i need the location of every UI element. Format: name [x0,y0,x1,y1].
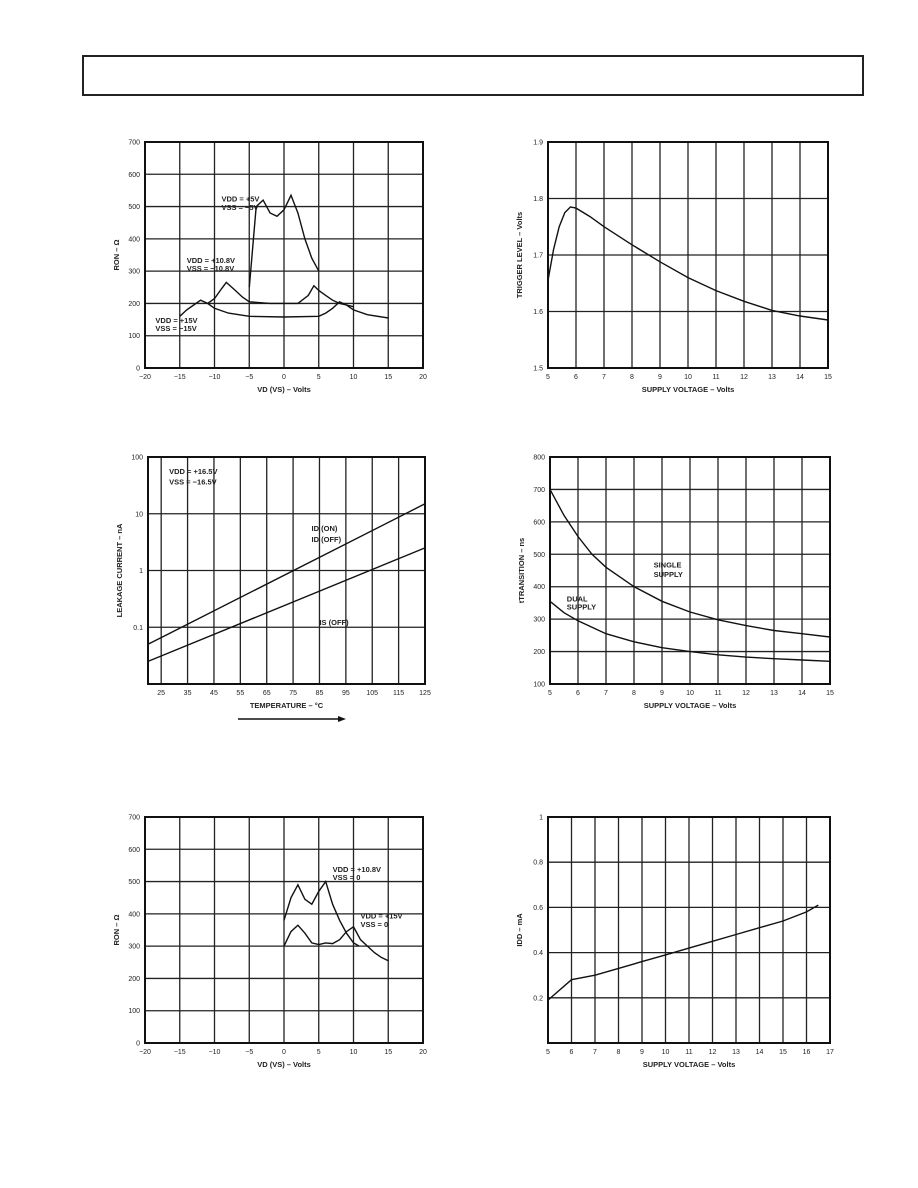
x-tick-label: 14 [796,374,804,381]
x-tick-label: −15 [173,374,186,381]
y-tick-label: 400 [128,911,140,919]
y-tick-label: 1 [139,568,143,575]
x-axis-label: VD (VS) – Volts [257,1060,311,1069]
annotation-label: VDD = +10.8V [332,864,382,874]
y-tick-label: 0.8 [533,859,543,867]
x-tick-label: 45 [210,690,218,697]
y-tick-label: 1 [539,814,543,822]
x-tick-label: 7 [593,1049,597,1056]
y-tick-label: 800 [533,454,545,462]
x-tick-label: 9 [640,1049,644,1056]
y-tick-label: 700 [128,814,140,822]
y-tick-label: 100 [128,333,140,341]
x-tick-label: 5 [316,1049,321,1056]
x-tick-label: 7 [604,690,608,697]
x-tick-label: 0 [282,1049,286,1056]
x-tick-label: 10 [686,690,694,697]
annotation-label: VSS = −5V [221,202,259,212]
x-tick-label: 13 [770,690,778,697]
y-tick-label: 1.7 [533,252,543,260]
y-tick-label: 700 [128,139,140,147]
x-tick-label: 125 [419,690,431,697]
y-tick-label: 600 [533,519,545,527]
annotation-label: VSS = 0 [360,919,389,929]
x-tick-label: 65 [262,690,271,697]
annotation-label: VDD = +16.5V [169,467,218,477]
y-axis-label: RON – Ω [112,914,121,946]
annotation-label: VDD = +5V [221,194,260,204]
x-tick-label: 10 [349,1049,358,1056]
x-tick-label: 11 [685,1049,693,1056]
x-tick-label: 14 [755,1049,764,1056]
x-tick-label: 6 [569,1049,574,1056]
x-tick-label: 15 [824,374,832,381]
x-tick-label: 12 [742,690,750,697]
x-tick-label: −20 [139,1049,151,1056]
x-tick-label: 15 [384,1049,393,1056]
y-axis-label: TRIGGER LEVEL – Volts [515,211,524,299]
x-axis-label: VD (VS) – Volts [257,385,311,394]
x-tick-label: 0 [282,374,286,381]
x-tick-label: 15 [779,1049,787,1056]
x-tick-label: 8 [616,1049,621,1056]
x-tick-label: 20 [419,1049,427,1056]
x-tick-label: 6 [574,374,578,381]
y-tick-label: 0 [136,1040,140,1048]
y-tick-label: 500 [128,879,140,887]
y-axis-label: tTRANSITION – ns [517,537,526,604]
x-tick-label: 16 [802,1049,811,1056]
annotation-label: VSS = 0 [332,872,361,882]
x-axis-label: SUPPLY VOLTAGE – Volts [643,701,737,710]
x-axis-label: SUPPLY VOLTAGE – Volts [642,1060,736,1069]
annotation-label: VSS = −16.5V [169,477,217,487]
x-tick-label: 115 [393,690,405,697]
y-tick-label: 500 [128,204,140,212]
y-tick-label: 1.6 [533,309,543,316]
y-tick-label: 0.6 [533,904,543,912]
y-axis-label: RON – Ω [112,239,121,271]
y-tick-label: 400 [533,584,545,592]
y-tick-label: 300 [533,616,545,624]
x-tick-label: 9 [658,374,662,381]
x-tick-label: 10 [684,374,692,381]
y-tick-label: 0.2 [533,995,543,1003]
annotation-label: DUAL [566,594,588,604]
x-tick-label: 5 [316,374,321,381]
y-axis-label: IDD – mA [515,913,524,947]
y-tick-label: 400 [128,236,140,244]
x-tick-label: 5 [546,1049,550,1056]
x-tick-label: −10 [208,374,221,381]
x-tick-label: 20 [419,374,427,381]
y-tick-label: 0.1 [133,624,143,632]
annotation-label: VSS = −10.8V [186,264,235,274]
y-axis-label: LEAKAGE CURRENT – nA [115,523,124,618]
x-tick-label: 8 [630,374,634,381]
x-tick-label: 17 [826,1049,834,1056]
y-tick-label: 600 [128,171,140,179]
y-tick-label: 300 [128,268,140,276]
y-tick-label: 200 [128,300,140,308]
x-tick-label: 85 [315,690,324,697]
y-tick-label: 200 [533,649,545,657]
y-tick-label: 700 [533,486,545,494]
x-tick-label: 35 [183,690,192,697]
x-tick-label: −5 [245,374,254,381]
x-tick-label: 14 [798,690,806,697]
x-tick-label: 8 [632,690,636,697]
y-tick-label: 0 [136,365,140,373]
y-tick-label: 600 [128,846,140,854]
x-tick-label: 6 [576,690,580,697]
x-tick-label: 10 [349,374,358,381]
x-tick-label: 9 [660,690,664,697]
x-tick-label: −10 [208,1049,221,1056]
annotation-label: SINGLE [653,560,682,570]
x-tick-label: −15 [173,1049,186,1056]
x-axis-label: SUPPLY VOLTAGE – Volts [641,385,735,394]
annotation-label: VDD = +15V [360,911,403,921]
y-tick-label: 1.8 [533,196,543,203]
y-tick-label: 300 [128,943,140,951]
y-tick-label: 100 [128,1008,140,1016]
x-tick-label: 11 [714,690,722,697]
x-tick-label: −5 [245,1049,254,1056]
annotation-label: VDD = +15V [155,315,198,325]
x-tick-label: 12 [740,374,748,381]
x-tick-label: 13 [732,1049,740,1056]
x-tick-label: 15 [384,374,393,381]
x-tick-label: 5 [546,374,550,381]
annotation-label: VDD = +10.8V [186,256,236,266]
x-tick-label: 25 [157,690,166,697]
annotation-label: VSS = −15V [155,323,197,333]
x-tick-label: 5 [548,690,552,697]
y-tick-label: 1.5 [533,365,543,373]
x-tick-label: 12 [708,1049,717,1056]
annotation-label: SUPPLY [653,569,683,579]
x-tick-label: 15 [826,690,834,697]
x-tick-label: 13 [768,374,776,381]
x-tick-label: 95 [341,690,350,697]
x-tick-label: 55 [236,690,245,697]
annotation-label: ID (ON) [311,523,338,533]
y-tick-label: 10 [135,511,143,519]
x-tick-label: −20 [139,374,151,381]
x-tick-label: 7 [602,374,606,381]
x-tick-label: 105 [366,690,379,697]
x-tick-label: 75 [289,690,297,697]
annotation-label: IS (OFF) [319,617,349,627]
x-tick-label: 11 [712,374,720,381]
annotation-label: SUPPLY [566,602,597,612]
y-tick-label: 500 [533,551,545,559]
x-tick-label: 10 [661,1049,670,1056]
y-tick-label: 1.9 [533,139,543,147]
y-tick-label: 100 [533,681,545,689]
y-tick-label: 200 [128,975,140,983]
annotation-label: ID (OFF) [311,534,342,544]
y-tick-label: 0.4 [533,950,543,958]
y-tick-label: 100 [131,454,143,462]
x-axis-label: TEMPERATURE – °C [249,701,324,710]
